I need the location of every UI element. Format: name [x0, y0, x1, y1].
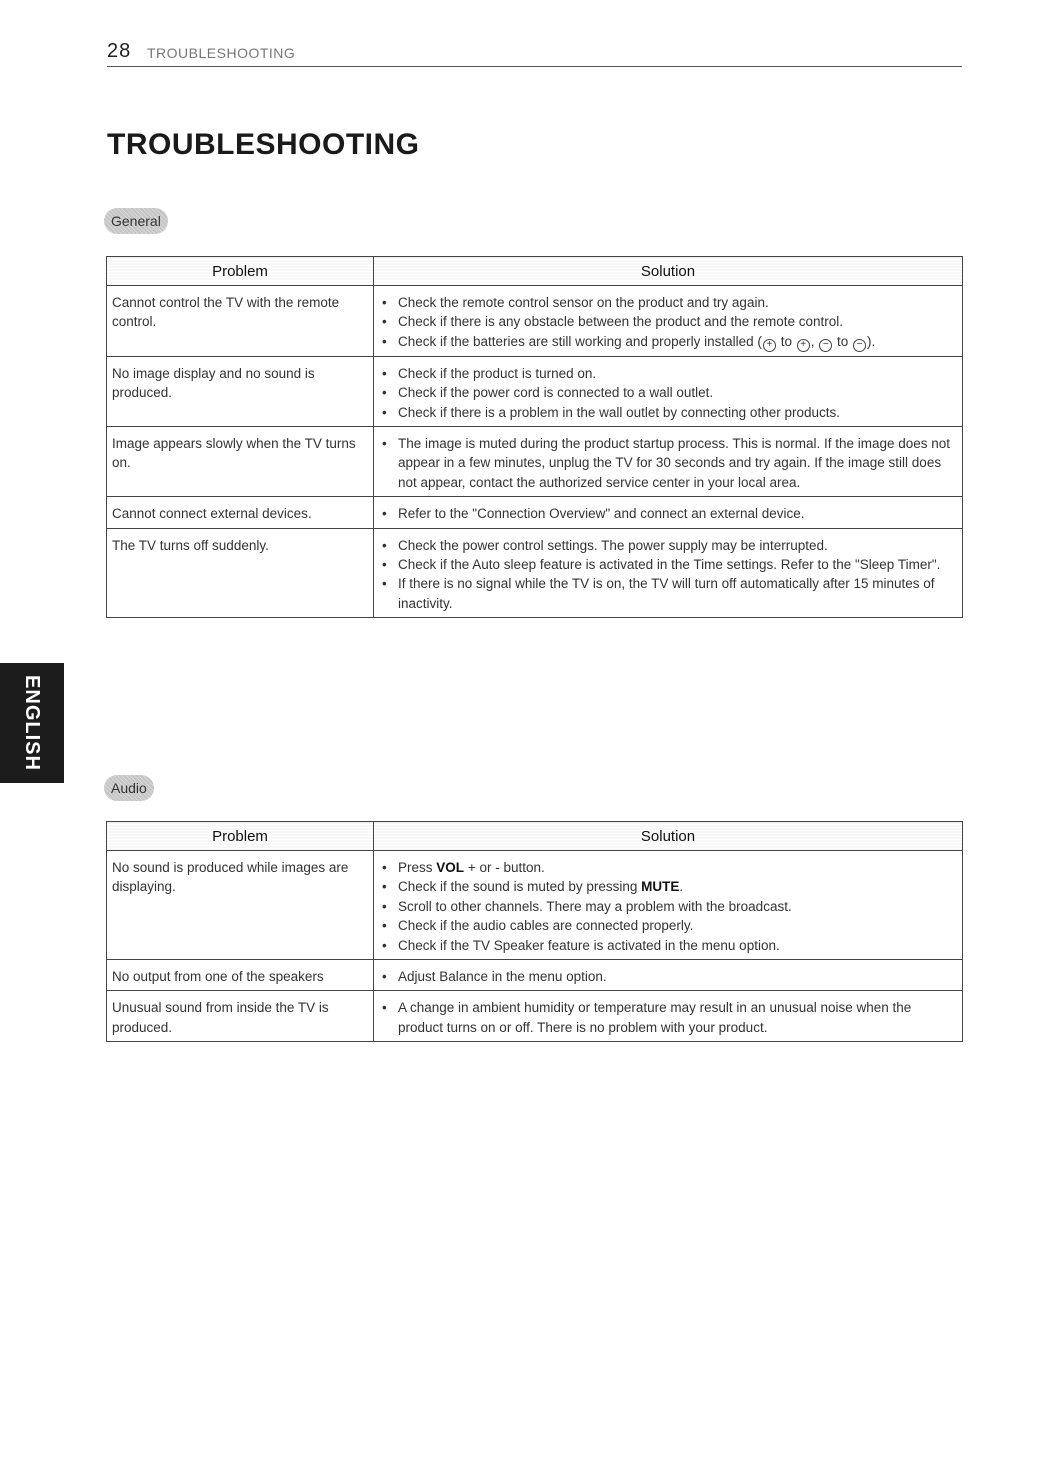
solution-item: • Scroll to other channels. There may a problem with the broadcast.: [379, 897, 958, 916]
solution-text: Check if the sound is muted by pressing: [398, 879, 638, 895]
page-title: TROUBLESHOOTING: [107, 128, 420, 161]
solution-item: [379, 858, 958, 877]
solution-item: • Check if there is a problem in the wall outlet by connecting other products.: [379, 403, 958, 422]
table-row: [107, 991, 963, 1042]
solution-text: .: [679, 879, 684, 895]
language-side-tab: [0, 663, 64, 783]
table-row: [107, 497, 963, 528]
solution-item: • Check the remote control sensor on the product and try again.: [379, 293, 958, 312]
problem-cell: Cannot connect external devices.: [107, 497, 374, 528]
problem-cell: The TV turns off suddenly.: [107, 528, 374, 618]
solution-cell: [374, 991, 963, 1042]
solution-item: • Check the power control settings. The power supply may be interrupted.: [379, 536, 958, 555]
page-header: [107, 40, 962, 67]
mute-key-label: MUTE: [641, 879, 680, 895]
solution-text: to: [780, 333, 792, 349]
solution-item: • Check if the power cord is connected to a wall outlet.: [379, 383, 958, 402]
solution-item: • Check if there is any obstacle between the product and the remote control.: [379, 312, 958, 331]
solution-text: Press: [398, 860, 433, 875]
solution-text: ).: [867, 333, 876, 349]
battery-minus-icon: −: [853, 339, 866, 352]
solution-cell: [374, 851, 963, 960]
problem-cell: Cannot control the TV with the remote control.: [107, 286, 374, 357]
table-row: [107, 356, 963, 426]
table-row: [107, 960, 963, 991]
solution-column-header: Solution: [374, 822, 963, 851]
solution-cell: [374, 286, 963, 357]
table-header-row: [107, 257, 963, 286]
solution-cell: [374, 427, 963, 497]
solution-text: + or - button.: [467, 860, 545, 875]
table-row: [107, 528, 963, 618]
solution-text: ,: [810, 333, 815, 349]
battery-plus-icon: +: [763, 339, 776, 352]
table-row: [107, 427, 963, 497]
solution-item: • If there is no signal while the TV is on, the TV will turn off automatically after 15 minutes of inactivity.: [379, 574, 958, 613]
language-side-tab-label: ENGLISH: [21, 675, 43, 771]
general-troubleshooting-table: [106, 256, 963, 618]
problem-column-header: Problem: [107, 257, 374, 286]
solution-cell: [374, 960, 963, 991]
solution-item: • Check if the audio cables are connected properly.: [379, 916, 958, 935]
solution-item: • Check if the product is turned on.: [379, 364, 958, 383]
solution-cell: [374, 528, 963, 618]
problem-cell: Unusual sound from inside the TV is produced.: [107, 991, 374, 1042]
problem-cell: Image appears slowly when the TV turns on.: [107, 427, 374, 497]
battery-plus-icon: +: [797, 339, 810, 352]
solution-column-header: Solution: [374, 257, 963, 286]
solution-item: [379, 332, 958, 352]
solution-cell: [374, 356, 963, 426]
audio-troubleshooting-table: [106, 821, 963, 1042]
vol-key-label: VOL: [436, 860, 465, 875]
solution-text: Check if the batteries are still working and properly installed (: [398, 333, 762, 349]
solution-item: • The image is muted during the product startup process. This is normal. If the image does not appear in a few minutes, unplug the TV for 30 seconds and try again. If the image still does not appear, contact the authorized service center in your local area.: [379, 434, 958, 492]
problem-cell: No sound is produced while images are displaying.: [107, 851, 374, 960]
solution-text: to: [837, 333, 849, 349]
battery-minus-icon: −: [819, 339, 832, 352]
page-number: 28: [107, 40, 132, 62]
problem-cell: No output from one of the speakers: [107, 960, 374, 991]
problem-column-header: Problem: [107, 822, 374, 851]
solution-item: • Check if the Auto sleep feature is activated in the Time settings. Refer to the "Sleep Timer".: [379, 555, 958, 574]
section-label-general: General: [104, 208, 168, 234]
solution-item: • A change in ambient humidity or temperature may result in an unusual noise when the product turns on or off. There is no problem with your product.: [379, 998, 958, 1037]
header-section-name: TROUBLESHOOTING: [147, 45, 296, 61]
solution-cell: [374, 497, 963, 528]
solution-item: • Check if the TV Speaker feature is activated in the menu option.: [379, 936, 958, 955]
section-label-audio: Audio: [104, 775, 154, 801]
table-row: [107, 851, 963, 960]
table-row: [107, 286, 963, 357]
solution-item: • Refer to the "Connection Overview" and connect an external device.: [379, 504, 958, 523]
table-header-row: [107, 822, 963, 851]
solution-item: [379, 877, 958, 896]
problem-cell: No image display and no sound is produced.: [107, 356, 374, 426]
solution-item: • Adjust Balance in the menu option.: [379, 967, 958, 986]
